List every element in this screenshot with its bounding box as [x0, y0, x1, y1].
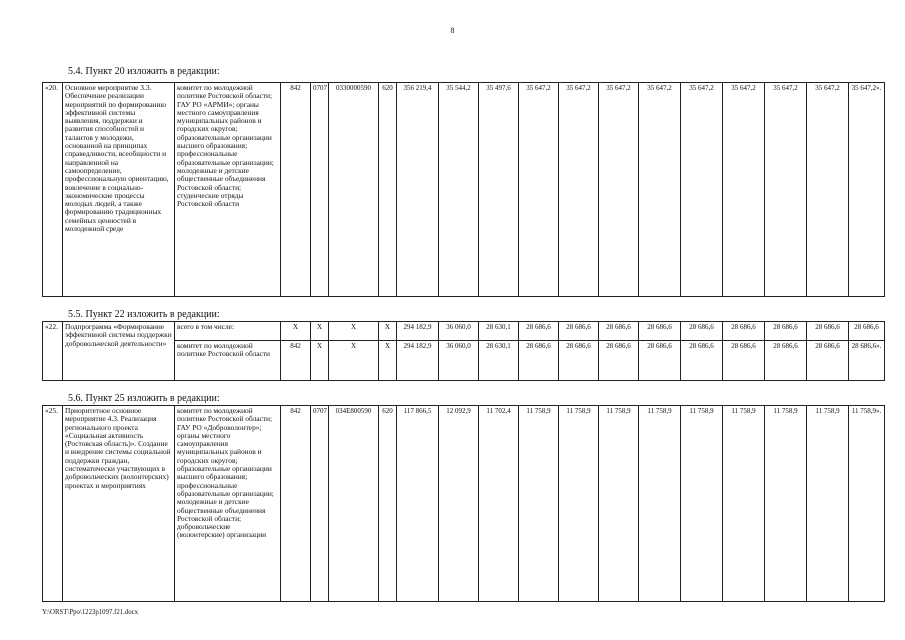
value-cell: 28 630,1 [479, 322, 519, 341]
value-cell: 28 686,6 [599, 341, 639, 381]
value-cell: 11 758,9 [681, 406, 723, 602]
section-heading-5-5: 5.5. Пункт 22 изложить в редакции: [68, 309, 220, 320]
code-rzpr: X [311, 341, 329, 381]
section-heading-5-4: 5.4. Пункт 20 изложить в редакции: [68, 66, 220, 77]
subprogram-name: Подпрограмма «Формирование эффективной системы поддержки добровольческой деятельности» [63, 322, 175, 381]
value-cell: 36 060,0 [439, 322, 479, 341]
value-cell: 12 092,9 [439, 406, 479, 602]
code-vr: X [379, 341, 397, 381]
value-cell: 28 686,6 [519, 322, 559, 341]
row-number: «22. [43, 322, 63, 381]
value-cell: 11 758,9 [807, 406, 849, 602]
value-cell: 28 686,6 [807, 322, 849, 341]
value-total: 294 182,9 [397, 322, 439, 341]
value-cell: 28 686,6 [681, 322, 723, 341]
value-cell: 35 647,2 [559, 83, 599, 297]
value-cell: 35 544,2 [439, 83, 479, 297]
value-cell: 35 647,2 [681, 83, 723, 297]
page-number: 8 [450, 26, 455, 35]
section-heading-5-6: 5.6. Пункт 25 изложить в редакции: [68, 393, 220, 404]
code-rzpr: 0707 [311, 83, 329, 297]
file-path-footer: Y:\ORST\Ppo\1223p1097.f21.docx [42, 609, 139, 616]
value-cell: 28 686,6 [639, 322, 681, 341]
code-vr: X [379, 322, 397, 341]
value-cell: 35 647,2 [723, 83, 765, 297]
executor: всего в том числе: [175, 322, 281, 341]
table-row [43, 406, 885, 602]
table-item-25 [42, 405, 885, 602]
value-cell: 35 647,2 [519, 83, 559, 297]
row-number: «25. [43, 406, 63, 602]
value-cell: 11 758,9 [639, 406, 681, 602]
value-cell: 35 647,2 [765, 83, 807, 297]
code-grbs: 842 [281, 406, 311, 602]
value-cell: 28 686,6 [849, 322, 885, 341]
code-csr: X [329, 322, 379, 341]
value-cell: 11 702,4 [479, 406, 519, 602]
code-csr: 0330000590 [329, 83, 379, 297]
value-cell: 36 060,0 [439, 341, 479, 381]
value-cell: 28 686,6 [807, 341, 849, 381]
value-cell: 35 647,2». [849, 83, 885, 297]
value-total: 294 182,9 [397, 341, 439, 381]
value-cell: 35 497,6 [479, 83, 519, 297]
executor: комитет по молодежной политике Ростовской области [175, 341, 281, 381]
table-row [43, 322, 885, 341]
code-rzpr: 0707 [311, 406, 329, 602]
code-grbs: 842 [281, 341, 311, 381]
value-cell: 28 686,6 [519, 341, 559, 381]
value-cell: 11 758,9». [849, 406, 885, 602]
table-row [43, 83, 885, 297]
value-cell: 28 686,6 [559, 341, 599, 381]
row-number: «20. [43, 83, 63, 297]
value-cell: 28 686,6 [765, 322, 807, 341]
value-cell: 11 758,9 [723, 406, 765, 602]
measure-name: Приоритетное основное мероприятие 4.3. Реализация регионального проекта «Социальная активность (Ростовская область)». Создание и внедрение системы социальной поддержки граждан, систематически участвующих в добровольческих (волонтерских) проектах и мероприятиях [63, 406, 175, 602]
value-cell: 28 686,6 [723, 341, 765, 381]
code-vr: 620 [379, 83, 397, 297]
measure-name: Основное мероприятие 3.3. Обеспечение реализации мероприятий по формированию эффективной системы выявления, поддержки и развития способностей и талантов у молодежи, основанной на принципах справедливости, всеобщности и направленной на самоопределение, профессиональную ориентацию, вовлечение в социально-экономические процессы молодых людей, а также формированию традиционных семейных ценностей в молодежной среде [63, 83, 175, 297]
value-cell: 35 647,2 [807, 83, 849, 297]
value-cell: 35 647,2 [639, 83, 681, 297]
code-csr: 034E800590 [329, 406, 379, 602]
value-cell: 28 686,6 [681, 341, 723, 381]
executor: комитет по молодежной политике Ростовской области; ГАУ РО «Доброволонтер»; органы местного самоуправления муниципальных районов и городских округов; образовательные организации высшего образования; профессиональные образовательные организации; молодежные и детские общественные объединения Ростовской области; добровольческие (волонтерские) организации [175, 406, 281, 602]
value-cell: 35 647,2 [599, 83, 639, 297]
value-cell: 11 758,9 [519, 406, 559, 602]
value-cell: 28 686,6 [639, 341, 681, 381]
value-cell: 11 758,9 [599, 406, 639, 602]
code-csr: X [329, 341, 379, 381]
value-cell: 28 686,6 [723, 322, 765, 341]
value-cell: 11 758,9 [765, 406, 807, 602]
value-total: 356 219,4 [397, 83, 439, 297]
value-cell: 11 758,9 [559, 406, 599, 602]
executor: комитет по молодежной политике Ростовской области; ГАУ РО «АРМИ»; органы местного самоуправления муниципальных районов и городских округов; образовательные организации высшего образования; профессиональные образовательные организации; молодежные и детские общественные объединения Ростовской области; студенческие отряды Ростовской области [175, 83, 281, 297]
table-item-22 [42, 321, 885, 381]
value-cell: 28 630,1 [479, 341, 519, 381]
table-item-20 [42, 82, 885, 297]
value-cell: 28 686,6 [599, 322, 639, 341]
value-cell: 28 686,6». [849, 341, 885, 381]
value-cell: 28 686,6 [559, 322, 599, 341]
value-cell: 28 686,6 [765, 341, 807, 381]
code-rzpr: X [311, 322, 329, 341]
code-vr: 620 [379, 406, 397, 602]
value-total: 117 866,5 [397, 406, 439, 602]
code-grbs: 842 [281, 83, 311, 297]
code-grbs: X [281, 322, 311, 341]
